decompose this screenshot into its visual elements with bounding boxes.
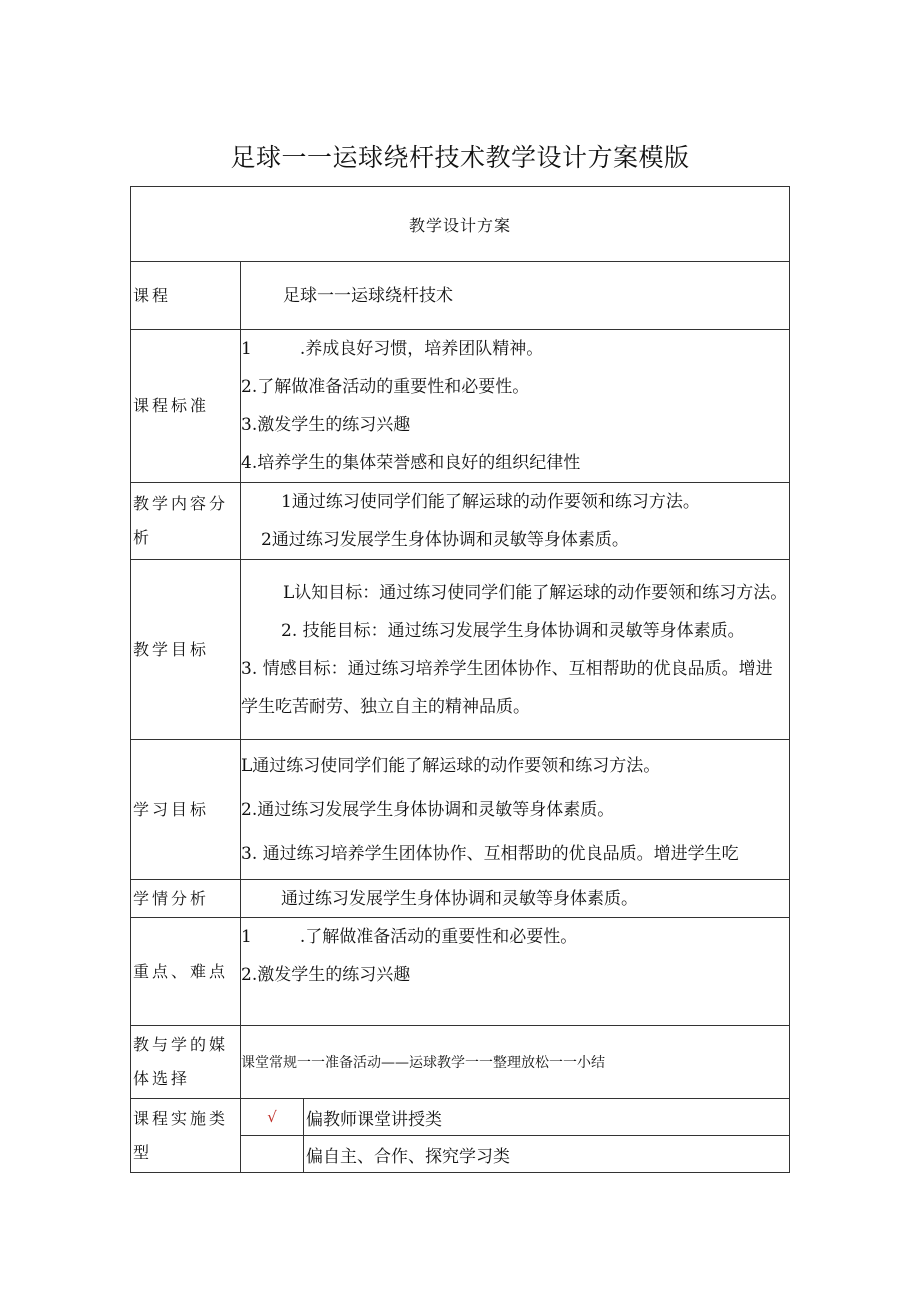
learning-goal-item: 3. 通过练习培养学生团体协作、互相帮助的优良品质。增进学生吃 [241,843,739,864]
media-row [131,1026,790,1099]
teaching-goal-item: L认知目标：通过练习使同学们能了解运球的动作要领和练习方法。 [283,582,788,603]
teaching-goals-row [131,560,790,740]
standards-label: 课程标准 [131,330,241,483]
key-point-text: .了解做准备活动的重要性和必要性。 [299,927,578,947]
checkmark-icon[interactable]: √ [241,1099,304,1136]
lesson-plan-table [130,186,790,1173]
content-analysis-item: 1通过练习使同学们能了解运球的动作要领和练习方法。 [281,492,700,512]
teaching-goal-item: 3. 情感目标：通过练习培养学生团体协作、互相帮助的优良品质。增进学生吃苦耐劳、独立自主的精神品质。 [241,658,773,717]
content-analysis-item: 2通过练习发展学生身体协调和灵敏等身体素质。 [261,530,629,550]
key-point-item [241,918,789,956]
student-analysis-cell [241,880,790,918]
implementation-option: 偏教师课堂讲授类 [304,1099,790,1136]
document-title: 足球一一运球绕杆技术教学设计方案模版 [230,143,690,172]
course-value-cell [241,262,790,330]
course-label: 课程 [131,262,241,330]
standards-item [241,330,789,368]
header-row [131,187,790,262]
media-label: 教与学的媒体选择 [131,1026,241,1099]
student-analysis-label: 学情分析 [131,880,241,918]
implementation-option: 偏自主、合作、探究学习类 [304,1136,790,1173]
learning-goal-item: L通过练习使同学们能了解运球的动作要领和练习方法。 [241,755,661,776]
course-value: 足球一一运球绕杆技术 [283,285,453,306]
empty-check-cell[interactable] [241,1136,304,1173]
teaching-goals-label: 教学目标 [131,560,241,740]
key-point-number: 1 [241,927,252,947]
key-points-label: 重点、难点 [131,918,241,1026]
student-analysis-row [131,880,790,918]
standards-item: 2.了解做准备活动的重要性和必要性。 [241,377,530,397]
content-analysis-row [131,483,790,560]
learning-goal-item: 2.通过练习发展学生身体协调和灵敏等身体素质。 [241,799,615,820]
teaching-goals-cell [241,560,790,740]
key-points-row [131,918,790,1026]
standards-item-number: 1 [241,339,252,359]
teaching-goal-item: 2. 技能目标：通过练习发展学生身体协调和灵敏等身体素质。 [281,620,745,641]
student-analysis-value: 通过练习发展学生身体协调和灵敏等身体素质。 [281,888,638,909]
learning-goals-cell [241,740,790,880]
key-point-item: 2.激发学生的练习兴趣 [241,965,411,985]
media-value: 课堂常规一一准备活动——运球教学一一整理放松一一小结 [241,1026,790,1099]
key-points-cell [241,918,790,1026]
content-analysis-label: 教学内容分析 [131,483,241,560]
standards-row [131,330,790,483]
learning-goals-label: 学习目标 [131,740,241,880]
implementation-row-1 [131,1099,790,1136]
standards-item: 3.激发学生的练习兴趣 [241,415,411,435]
table-header: 教学设计方案 [131,187,790,262]
content-analysis-cell [241,483,790,560]
standards-item-text: .养成良好习惯，培养团队精神。 [299,339,544,359]
standards-cell [241,330,790,483]
implementation-label: 课程实施类型 [131,1099,241,1173]
course-row [131,262,790,330]
learning-goals-row [131,740,790,880]
standards-item: 4.培养学生的集体荣誉感和良好的组织纪律性 [241,453,581,473]
